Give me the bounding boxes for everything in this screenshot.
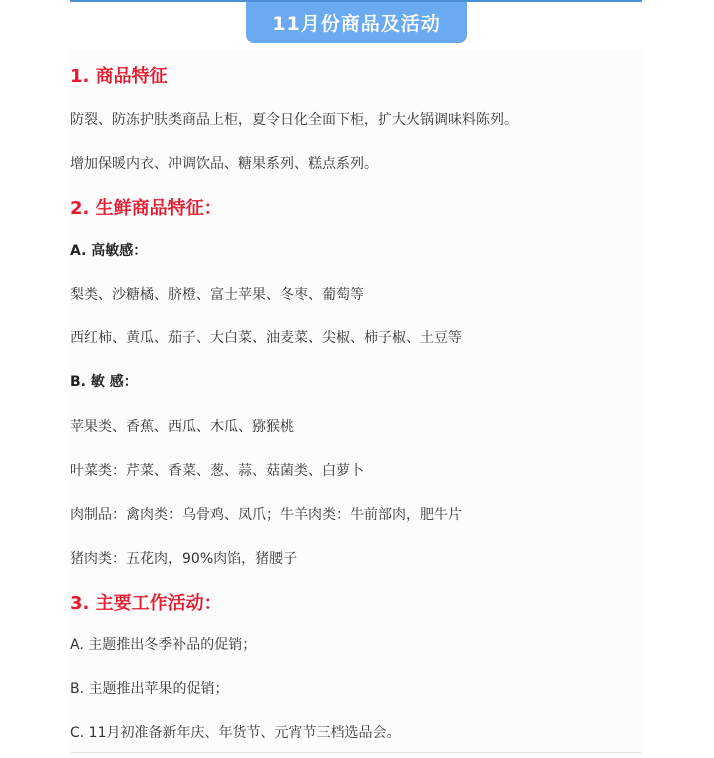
paragraph: 叶菜类：芹菜、香菜、葱、蒜、菇菌类、白萝卜 xyxy=(70,463,364,479)
bottom-rule xyxy=(70,752,642,753)
paragraph: A. 主题推出冬季补品的促销； xyxy=(70,637,257,653)
paragraph: 西红柿、黄瓜、茄子、大白菜、油麦菜、尖椒、柿子椒、土豆等 xyxy=(70,330,462,346)
paragraph: 苹果类、香蕉、西瓜、木瓜、猕猴桃 xyxy=(70,419,294,435)
page-title-banner xyxy=(246,2,467,43)
paragraph: 猪肉类：五花肉，90%肉馅，猪腰子 xyxy=(70,551,298,567)
paragraph: 肉制品：禽肉类：乌骨鸡、凤爪；牛羊肉类：牛前部肉，肥牛片 xyxy=(70,507,462,523)
paragraph: B. 主题推出苹果的促销； xyxy=(70,681,229,697)
paragraph: 梨类、沙糖橘、脐橙、富士苹果、冬枣、葡萄等 xyxy=(70,287,364,303)
section-heading-product-features: 1. 商品特征 xyxy=(70,66,168,87)
section-heading-fresh-features: 2. 生鲜商品特征： xyxy=(70,198,222,219)
page-title: 11月份商品及活动 xyxy=(272,13,441,35)
paragraph: C. 11月初准备新年庆、年货节、元宵节三档选品会。 xyxy=(70,725,401,741)
subheading-sensitivity: B. 敏 感： xyxy=(70,374,138,390)
subheading-high-sensitivity: A. 高敏感： xyxy=(70,243,148,259)
section-heading-main-activities: 3. 主要工作活动： xyxy=(70,593,222,614)
document-body xyxy=(70,50,642,756)
paragraph: 防裂、防冻护肤类商品上柜，夏令日化全面下柜，扩大火锅调味料陈列。 xyxy=(70,112,518,128)
paragraph: 增加保暖内衣、冲调饮品、糖果系列、糕点系列。 xyxy=(70,156,378,172)
